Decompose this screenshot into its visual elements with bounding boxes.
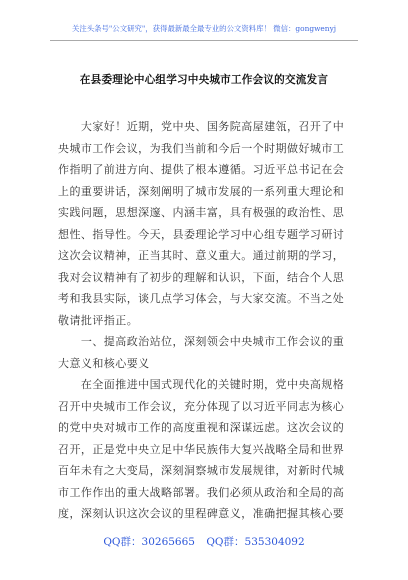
body-line: 敬请批评指正。 xyxy=(58,313,139,327)
body-line: 百年未有之大变局，深刻洞察城市发展规律，对新时代城 xyxy=(58,464,345,477)
body-line: 的党中央对城市工作的高度重视和深谋远虑。这次会议的 xyxy=(58,421,345,434)
body-line: 考和我县实际，谈几点学习体会，与大家交流。不当之处 xyxy=(58,292,345,305)
section-heading-line: 大意义和核心要义 xyxy=(58,356,150,370)
body-line: 想性、指导性。今天，县委理论学习中心组专题学习研讨 xyxy=(58,227,345,241)
footer-contact xyxy=(40,534,368,549)
section-heading-line: 一、提高政治站位，深刻领会中央城市工作会议的重 xyxy=(58,335,345,348)
body-line: 上的重要讲话，深刻阐明了城市发展的一系列重大理论和 xyxy=(58,184,345,198)
body-line: 度，深刻认识这次会议的里程碑意义，准确把握其核心要 xyxy=(58,507,345,520)
document-body xyxy=(58,116,358,525)
footer-qq-group-1: QQ群：30265665 xyxy=(103,536,195,548)
body-line: 央城市工作会议，为我们当前和今后一个时期做好城市工 xyxy=(58,141,345,155)
body-line: 在全面推进中国式现代化的关键时期，党中央高规格 xyxy=(58,378,345,391)
body-line: 实践问题，思想深邃、内涵丰富，具有极强的政治性、思 xyxy=(58,206,345,219)
body-line: 召开，正是党中央立足中华民族伟大复兴战略全局和世界 xyxy=(58,442,345,456)
body-line: 我对会议精神有了初步的理解和认识，下面，结合个人思 xyxy=(58,270,345,284)
body-line: 市工作作出的重大战略部署。我们必须从政治和全局的高 xyxy=(58,485,345,499)
body-line: 作指明了前进方向、提供了根本遵循。习近平总书记在会 xyxy=(58,163,345,176)
body-line: 这次会议精神，正当其时、意义重大。通过前期的学习， xyxy=(58,249,345,262)
header-banner: 关注头条号"公文研究"，获得最新最全最专业的公文资料库！ 微信：gongwenyj xyxy=(71,24,337,33)
footer-qq-group-2: QQ群：535304092 xyxy=(206,536,305,548)
header-divider xyxy=(50,40,358,41)
body-line: 召开中央城市工作会议，充分体现了以习近平同志为核心 xyxy=(58,399,345,413)
body-line: 大家好！近期，党中央、国务院高屋建瓴，召开了中 xyxy=(58,120,345,133)
document-title: 在县委理论中心组学习中央城市工作会议的交流发言 xyxy=(79,74,329,86)
